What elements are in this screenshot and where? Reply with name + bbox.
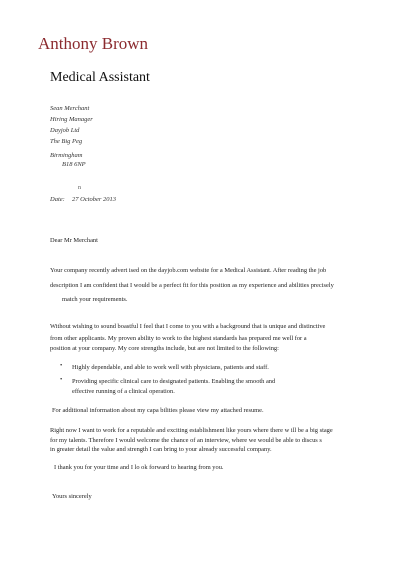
paragraph-1-line-3: match your requirements. [62, 296, 128, 303]
recipient-name: Sean Merchant [50, 105, 90, 112]
salutation: Dear Mr Merchant [50, 237, 98, 244]
date-value: 27 October 2013 [72, 196, 117, 203]
paragraph-2-line-1: Without wishing to sound boastful I feel that I come to you with a background that is unique and distinctive [50, 323, 326, 330]
recipient-postcode: B18 6NP [62, 161, 86, 168]
paragraph-1-line-1: Your company recently advert ised on the dayjob.com website for a Medical Assistant. After reading the job [50, 267, 327, 274]
stray-mark: n [78, 185, 81, 191]
bullet-item-2: Providing specific clinical care to designated patients. Enabling the smooth and [72, 378, 276, 385]
paragraph-2-line-2: from other applicants. My proven ability to work to the highest standards has prepared me well for a [50, 335, 307, 342]
paragraph-2-line-3: position at your company. My core strengths include, but are not limited to the following: [50, 345, 279, 352]
bullet-item-1: Highly dependable, and able to work well with physicians, patients and staff. [72, 364, 269, 371]
paragraph-4-line-2: for my talents. Therefore I would welcome the chance of an interview, where we would be able to discus s [50, 437, 322, 444]
recipient-role: Hiring Manager [50, 116, 93, 123]
recipient-company: Dayjob Ltd [50, 127, 80, 134]
applicant-name: Anthony Brown [38, 34, 149, 53]
paragraph-5: I thank you for your time and I lo ok forward to hearing from you. [54, 464, 224, 471]
bullet-item-2-continuation: effective running of a clinical operation. [72, 388, 175, 395]
recipient-street: The Big Peg [50, 138, 83, 145]
paragraph-4-line-3: in greater detail the value and strength I can bring to your already successful company. [50, 446, 272, 453]
job-title: Medical Assistant [50, 70, 150, 85]
recipient-city: Birmingham [50, 152, 83, 159]
bullet-marker: • [60, 362, 63, 369]
paragraph-3: For additional information about my capa bilities please view my attached resume. [52, 407, 264, 414]
date-label: Date: [50, 196, 65, 203]
paragraph-4-line-1: Right now I want to work for a reputable and exciting establishment like yours where there w ill be a big stage [50, 427, 333, 434]
paragraph-1-line-2: description I am confident that I would be a perfect fit for this position as my experience and abilities precisely [50, 282, 334, 289]
closing: Yours sincerely [52, 493, 92, 500]
bullet-marker: • [60, 376, 63, 383]
